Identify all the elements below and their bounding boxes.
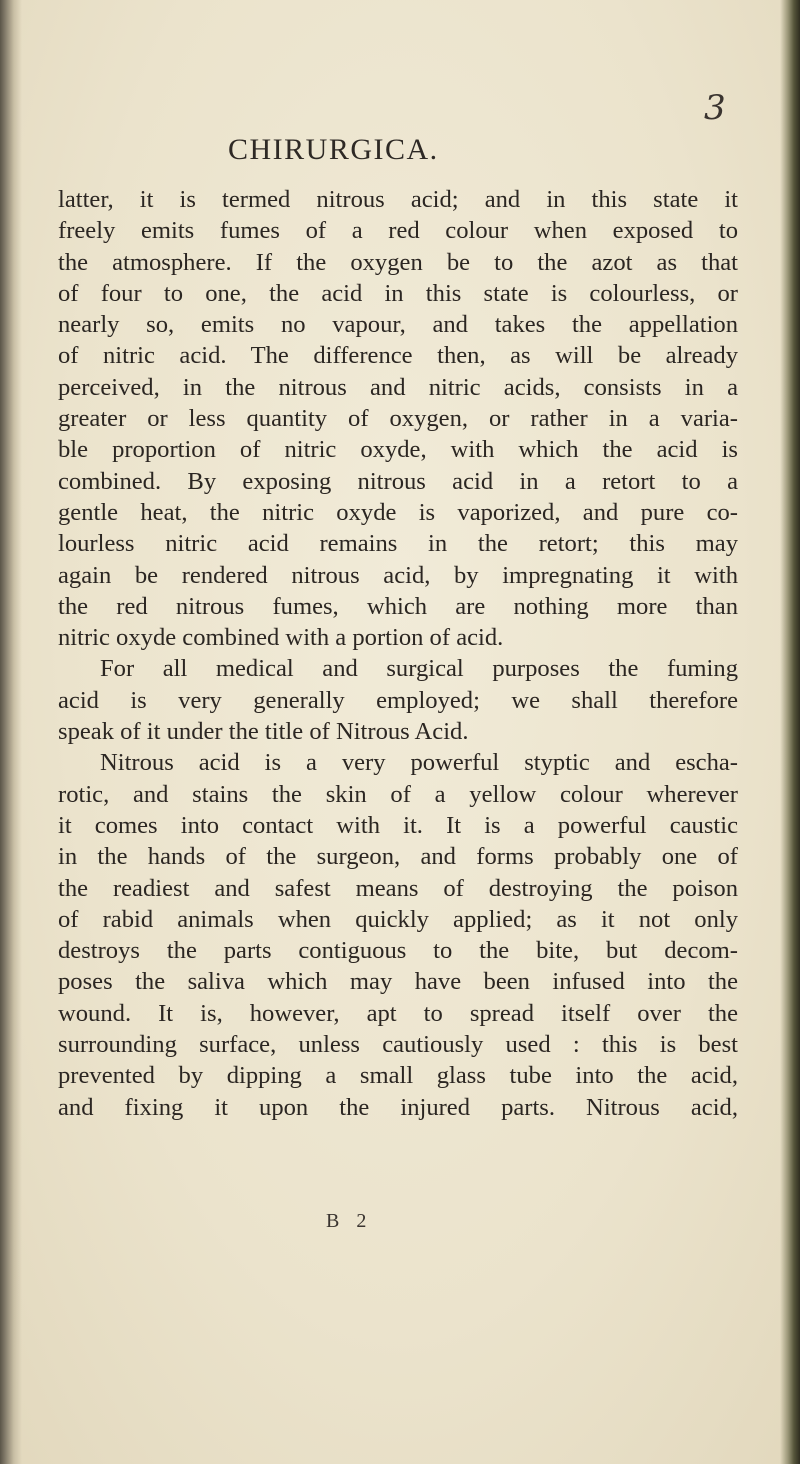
text-line: lourless nitric acid remains in the retort; this may xyxy=(58,530,738,558)
text-line: the atmosphere. If the oxygen be to the azot as that xyxy=(58,248,738,276)
page-right-edge-binding xyxy=(780,0,800,1464)
body-text xyxy=(58,184,738,1123)
text-line: freely emits fumes of a red colour when exposed to xyxy=(58,217,738,245)
text-line: latter, it is termed nitrous acid; and in this state it xyxy=(58,186,738,213)
text-line: again be rendered nitrous acid, by impregnating it with xyxy=(58,561,738,589)
text-line: the readiest and safest means of destroying the poison xyxy=(58,874,738,902)
text-line: surrounding surface, unless cautiously used : this is best xyxy=(58,1031,738,1059)
text-line: destroys the parts contiguous to the bite, but decom- xyxy=(58,937,738,965)
text-line: Nitrous acid is a very powerful styptic and escha- xyxy=(100,749,738,777)
running-head: CHIRURGICA. xyxy=(228,133,439,166)
text-line: greater or less quantity of oxygen, or rather in a varia- xyxy=(58,405,738,433)
text-line: prevented by dipping a small glass tube into the acid, xyxy=(58,1062,738,1090)
text-line: wound. It is, however, apt to spread itself over the xyxy=(58,999,738,1027)
text-line: poses the saliva which may have been infused into the xyxy=(58,968,738,996)
text-line: For all medical and surgical purposes the fuming xyxy=(100,655,738,683)
text-line: speak of it under the title of Nitrous Acid. xyxy=(58,718,469,746)
page-number: 3 xyxy=(704,88,726,128)
text-line: and fixing it upon the injured parts. Nitrous acid, xyxy=(58,1093,738,1121)
text-line: in the hands of the surgeon, and forms probably one of xyxy=(58,843,738,871)
text-line: combined. By exposing nitrous acid in a retort to a xyxy=(58,467,738,495)
text-line: acid is very generally employed; we shall therefore xyxy=(58,686,738,714)
text-line: gentle heat, the nitric oxyde is vaporized, and pure co- xyxy=(58,498,738,526)
text-line: nearly so, emits no vapour, and takes the appellation xyxy=(58,311,738,339)
text-line: of nitric acid. The difference then, as will be already xyxy=(58,342,738,370)
page-left-edge-shadow xyxy=(0,0,22,1464)
text-line: rotic, and stains the skin of a yellow colour wherever xyxy=(58,780,738,808)
text-line: the red nitrous fumes, which are nothing more than xyxy=(58,592,738,620)
text-line: ble proportion of nitric oxyde, with which the acid is xyxy=(58,436,738,464)
text-line: nitric oxyde combined with a portion of acid. xyxy=(58,624,504,652)
text-line: it comes into contact with it. It is a powerful caustic xyxy=(58,811,738,839)
text-line: of rabid animals when quickly applied; as it not only xyxy=(58,905,738,933)
text-line: of four to one, the acid in this state is colourless, or xyxy=(58,279,738,307)
text-line: perceived, in the nitrous and nitric acids, consists in a xyxy=(58,373,738,401)
signature-mark: B 2 xyxy=(326,1210,373,1232)
